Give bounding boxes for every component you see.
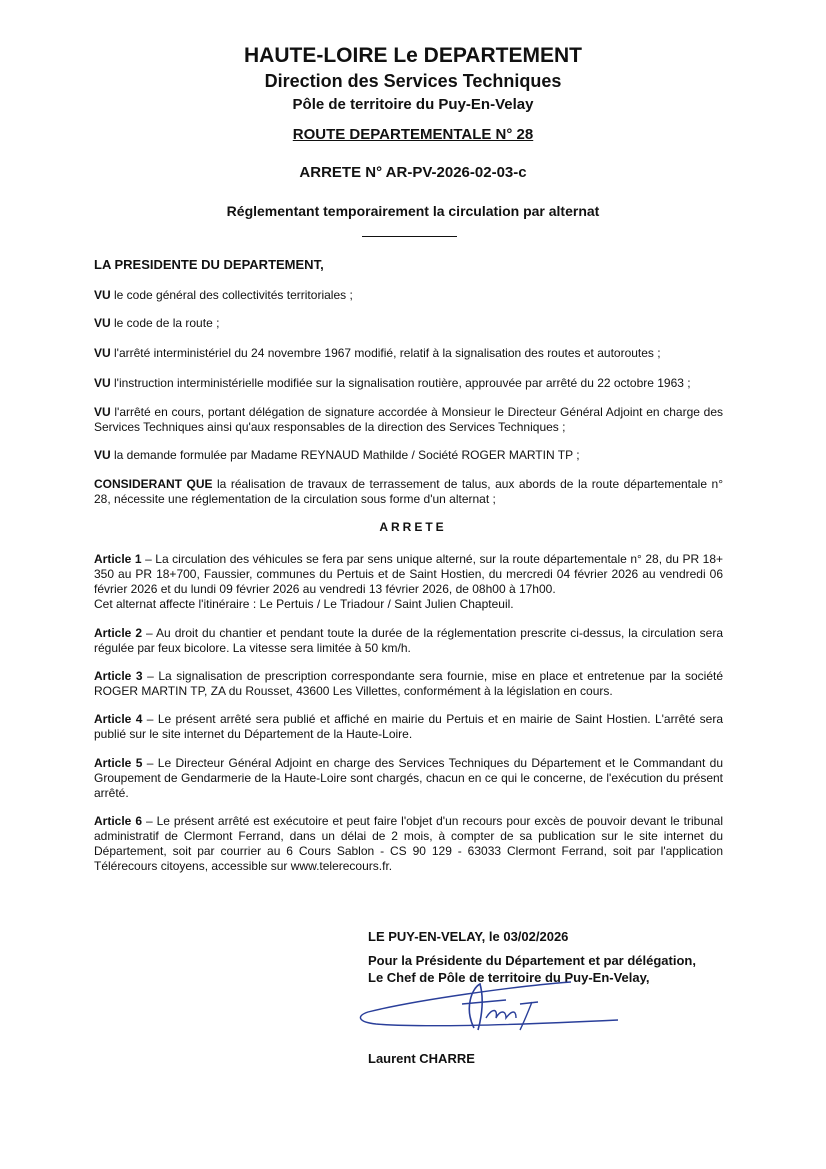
delegation-line-1: Pour la Présidente du Département et par délégation, — [368, 953, 696, 968]
delegation-line-2: Le Chef de Pôle de territoire du Puy-En-Velay, — [368, 970, 650, 985]
article-4 — [94, 712, 723, 742]
visa-keyword: VU — [94, 405, 111, 419]
direction-title: Direction des Services Techniques — [264, 71, 562, 91]
arrete-heading: ARRETE — [379, 520, 447, 534]
visa-keyword: VU — [94, 376, 111, 390]
visa-text: le code général des collectivités territoriales ; — [110, 288, 353, 302]
article-text: – La circulation des véhicules se fera par sens unique alterné, sur la route départementale n° 28, du PR 18+ 350 au PR 18+700, Faussier, communes du Pertuis et de Saint Hostien, du mercredi 04 février 2026 au vendredi 06 février 2026 et du lundi 09 février 2026 au vendredi 13 février 2026, de 08h00 à 17h00. — [94, 552, 724, 596]
article-label: Article 2 — [94, 626, 143, 640]
article-2 — [94, 626, 723, 656]
signatory-name: Laurent CHARRE — [368, 1051, 475, 1066]
article-6 — [94, 814, 723, 874]
article-5 — [94, 756, 723, 801]
visa-1 — [94, 288, 723, 303]
article-text: – La signalisation de prescription correspondante sera fournie, mise en place et entretenue par la société ROGER MARTIN TP, ZA du Rousset, 43600 Les Villettes, conformément à la législation en cours. — [94, 669, 723, 698]
considerant — [94, 477, 723, 507]
visa-keyword: VU — [94, 448, 111, 462]
visa-text: l'instruction interministérielle modifiée sur la signalisation routière, approuvée par arrêté du 22 octobre 1963 ; — [110, 376, 691, 390]
article-text: – Au droit du chantier et pendant toute la durée de la réglementation prescrite ci-dessus, la circulation sera régulée par feux bicolore. La vitesse sera limitée à 50 km/h. — [94, 626, 724, 655]
visa-keyword: VU — [94, 346, 111, 360]
visa-4 — [94, 376, 723, 391]
visa-text: l'arrêté en cours, portant délégation de signature accordée à Monsieur le Directeur Général Adjoint en charge des Services Techniques ainsi qu'aux responsables de la direction des Services Techniques ; — [94, 405, 723, 434]
visa-text: la demande formulée par Madame REYNAUD Mathilde / Société ROGER MARTIN TP ; — [110, 448, 580, 462]
article-label: Article 5 — [94, 756, 143, 770]
arrete-subject: Réglementant temporairement la circulation par alternat — [226, 203, 600, 219]
article-1 — [94, 552, 723, 612]
article-text: – Le Directeur Général Adjoint en charge des Services Techniques du Département et le Commandant du Groupement de Gendarmerie de la Haute-Loire sont chargés, chacun en ce qui le concerne, de l'exécution du présent arrêté. — [94, 756, 723, 800]
arrete-number: ARRETE N° AR-PV-2026-02-03-c — [299, 164, 527, 181]
visa-text: l'arrêté interministériel du 24 novembre 1967 modifié, relatif à la signalisation des routes et autoroutes ; — [110, 346, 661, 360]
article-extra: Cet alternat affecte l'itinéraire : Le Pertuis / Le Triadour / Saint Julien Chapteuil. — [94, 597, 514, 611]
visa-6 — [94, 448, 723, 463]
visa-5 — [94, 405, 723, 435]
organization-title: HAUTE-LOIRE Le DEPARTEMENT — [244, 44, 582, 67]
article-3 — [94, 669, 723, 699]
article-text: – Le présent arrêté est exécutoire et peut faire l'objet d'un recours pour excès de pouvoir devant le tribunal administratif de Clermont Ferrand, dans un délai de 2 mois, à compter de sa publication sur le site internet du Département, soit par courrier au 6 Cours Sablon - CS 90 129 - 63033 Clermont Ferrand, soit par l'application Télérecours citoyens, accessible sur www.telerecours.fr. — [94, 814, 724, 873]
visa-keyword: VU — [94, 316, 111, 330]
handwritten-signature — [356, 978, 626, 1036]
article-label: Article 4 — [94, 712, 143, 726]
visa-keyword: VU — [94, 288, 111, 302]
visa-text: le code de la route ; — [110, 316, 220, 330]
route-heading — [0, 126, 826, 143]
visa-2 — [94, 316, 723, 331]
article-label: Article 6 — [94, 814, 142, 828]
considerant-keyword: CONSIDERANT QUE — [94, 477, 213, 491]
article-text: – Le présent arrêté sera publié et affiché en mairie du Pertuis et en mairie de Saint Hostien. L'arrêté sera publié sur le site internet du Département de la Haute-Loire. — [94, 712, 723, 741]
article-label: Article 3 — [94, 669, 143, 683]
visa-3 — [94, 346, 723, 361]
pole-title: Pôle de territoire du Puy-En-Velay — [292, 96, 534, 113]
title-divider — [362, 236, 457, 237]
considerant-text: la réalisation de travaux de terrassement de talus, aux abords de la route départementale n° 28, nécessite une réglementation de la circulation sous forme d'un alternat ; — [94, 477, 723, 506]
article-label: Article 1 — [94, 552, 142, 566]
place-date: LE PUY-EN-VELAY, le 03/02/2026 — [368, 929, 569, 944]
route-label: ROUTE DEPARTEMENTALE N° 28 — [292, 126, 534, 143]
lead-statement: LA PRESIDENTE DU DEPARTEMENT, — [94, 257, 324, 272]
